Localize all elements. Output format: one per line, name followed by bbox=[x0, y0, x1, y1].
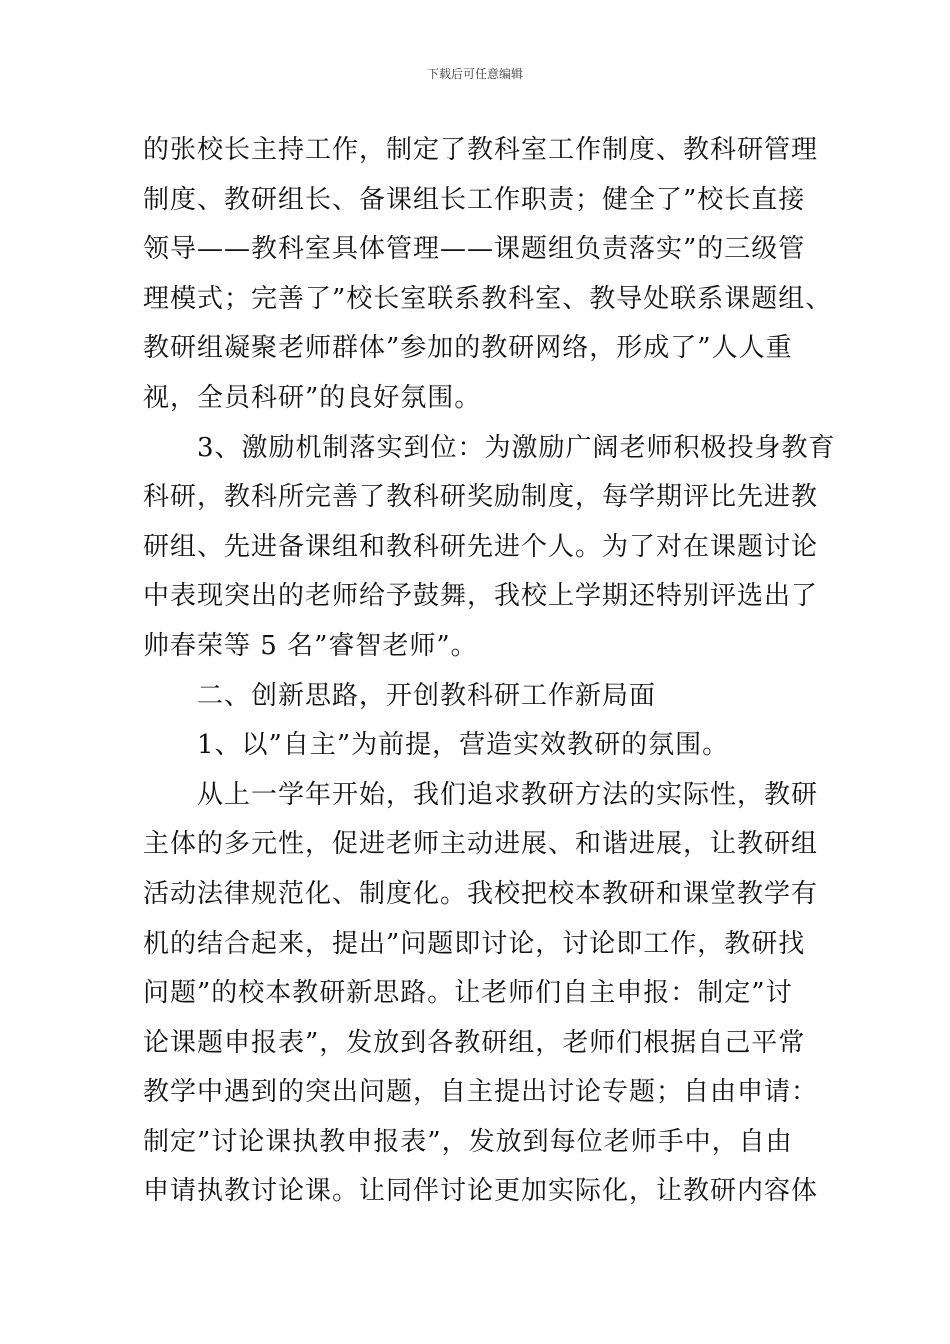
text-line: 研组、先进备课组和教科研先进个人。为了对在课题讨论 bbox=[143, 531, 819, 562]
text-line: 机的结合起来，提出”问题即讨论，讨论即工作，教研找 bbox=[143, 928, 806, 959]
document-body bbox=[143, 126, 836, 1217]
text-line: 的张校长主持工作，制定了教科室工作制度、教科研管理 bbox=[143, 135, 819, 165]
text-line: 中表现突出的老师给予鼓舞，我校上学期还特别评选出了 bbox=[143, 581, 819, 612]
text-line: 论课题申报表”，发放到各教研组，老师们根据自己平常 bbox=[143, 1027, 806, 1058]
text-line: 申请执教讨论课。让同伴讨论更加实际化，让教研内容体 bbox=[143, 1176, 819, 1207]
text-line: 问题”的校本教研新思路。让老师们自主申报：制定”讨 bbox=[143, 978, 793, 1009]
text-line: 活动法律规范化、制度化。我校把校本教研和课堂教学有 bbox=[143, 878, 819, 909]
text-line: 帅春荣等 5 名”睿智老师”。 bbox=[143, 630, 478, 661]
text-line: 制定”讨论课执教申报表”，发放到每位老师手中，自由 bbox=[143, 1126, 793, 1157]
text-line: 3、激励机制落实到位：为激励广阔老师积极投身教育 bbox=[197, 432, 836, 463]
text-line: 教学中遇到的突出问题，自主提出讨论专题；自由申请： bbox=[143, 1077, 819, 1108]
text-line: 主体的多元性，促进老师主动进展、和谐进展，让教研组 bbox=[143, 829, 819, 860]
text-line: 科研，教科所完善了教科研奖励制度，每学期评比先进教 bbox=[143, 482, 819, 513]
text-line: 理模式；完善了”校长室联系教科室、教导处联系课题组、 bbox=[143, 283, 833, 314]
text-line: 制度、教研组长、备课组长工作职责；健全了”校长直接 bbox=[143, 184, 806, 215]
text-line: 领导——教科室具体管理——课题组负责落实”的三级管 bbox=[143, 234, 806, 265]
text-line: 教研组凝聚老师群体”参加的教研网络，形成了”人人重 bbox=[143, 333, 793, 364]
text-line: 1、以”自主”为前提，营造实效教研的氛围。 bbox=[197, 730, 730, 761]
text-line: 视，全员科研”的良好氛围。 bbox=[143, 382, 482, 413]
page-header: 下载后可任意编辑 bbox=[426, 67, 523, 81]
text-line: 从上一学年开始，我们追求教研方法的实际性，教研 bbox=[197, 779, 819, 810]
text-line: 二、创新思路，开创教科研工作新局面 bbox=[197, 680, 657, 711]
